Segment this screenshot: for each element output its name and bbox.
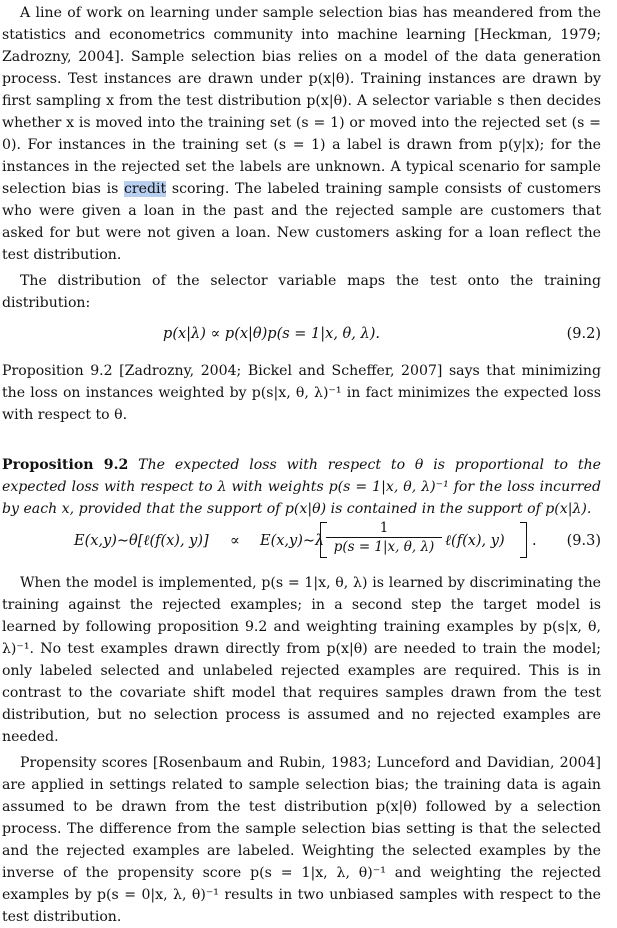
equation-9-3-rhs-expectation: E(x,y)∼λ	[260, 533, 325, 549]
fraction-numerator: 1	[326, 520, 442, 538]
equation-9-3-proportional-sign: ∝	[230, 533, 240, 549]
loss-term: ℓ(f(x), y)	[445, 533, 505, 549]
paper-page	[2, 2, 601, 928]
equation-9-3-fraction	[326, 520, 442, 555]
proposition-text: The expected loss with respect to θ is proportional to the expected loss with respect to λ with weights p(s = 1|x, θ, λ)⁻¹ for the loss incurred by each x, provided that the support of p(x|θ) is contained in the support of p(x|λ).	[2, 457, 601, 517]
proposition-title: Proposition 9.2	[2, 457, 129, 473]
equation-9-3-lhs: E(x,y)∼θ[ℓ(f(x), y)]	[74, 533, 209, 549]
paragraph-text-cont: scoring. The labeled training sample consists of customers who were given a loan in the past and the rejected sample are customers that asked for but were not given a loan. New customers asking for a loan reflect the test distribution.	[2, 181, 601, 263]
equation-9-2-number: (9.2)	[566, 326, 601, 342]
paragraph-model-implementation: When the model is implemented, p(s = 1|x, θ, λ) is learned by discriminating the training against the rejected examples; in a second step the target model is learned by following proposition 9.2 and weighting training examples by p(s|x, θ, λ)⁻¹. No test examples drawn directly from p(x|θ) are needed to train the model; only labeled selected and unlabeled rejected examples are required. This is in contrast to the covariate shift model that requires samples drawn from the test distribution, but no selection process is assumed and no rejected examples are needed.	[2, 575, 601, 745]
equation-9-3-period: .	[532, 533, 537, 549]
paragraph-sample-selection-bias	[2, 2, 601, 266]
paragraph-propensity-scores: Propensity scores [Rosenbaum and Rubin, 1983; Lunceford and Davidian, 2004] are applied in settings related to sample selection bias; the training data is again assumed to be drawn from the test distribution p(x|θ) followed by a selection process. The difference from the sample selection bias setting is that the selected and the rejected examples are labeled. Weighting the selected examples by the inverse of the propensity score p(s = 1|x, λ, θ)⁻¹ and weighting the rejected examples by p(s = 0|x, λ, θ)⁻¹ results in two unbiased samples with respect to the test distribution.	[2, 755, 601, 925]
equation-9-3	[2, 520, 601, 572]
highlighted-word-credit[interactable]: credit	[124, 181, 167, 197]
right-bracket	[520, 522, 527, 558]
equation-9-3-number: (9.3)	[566, 533, 601, 549]
equation-9-2	[2, 314, 601, 360]
paragraph-text: A line of work on learning under sample selection bias has meandered from the statistics and econometrics community into machine learning [Heckman, 1979; Zadrozny, 2004]. Sample selection bias relies on a model of the data generation process. Test instances are drawn under p(x|θ). Training instances are drawn by first sampling x from the test distribution p(x|θ). A selector variable s then decides whether x is moved into the training set (s = 1) or moved into the rejected set (s = 0). For instances in the training set (s = 1) a label is drawn from p(y|x); for the instances in the rejected set the labels are unknown. A typical scenario for sample selection bias is	[2, 5, 601, 197]
proposition-9-2	[2, 454, 601, 520]
paragraph-proposition-intro: Proposition 9.2 [Zadrozny, 2004; Bickel and Scheffer, 2007] says that minimizing the loss on instances weighted by p(s|x, θ, λ)⁻¹ in fact minimizes the expected loss with respect to θ.	[2, 363, 601, 423]
fraction-denominator: p(s = 1|x, θ, λ)	[333, 539, 435, 555]
equation-9-2-body: p(x|λ) ∝ p(x|θ)p(s = 1|x, θ, λ).	[163, 326, 380, 342]
equation-9-3-loss	[445, 533, 505, 550]
paragraph-selector-distribution: The distribution of the selector variable maps the test onto the training distribution:	[2, 273, 601, 311]
